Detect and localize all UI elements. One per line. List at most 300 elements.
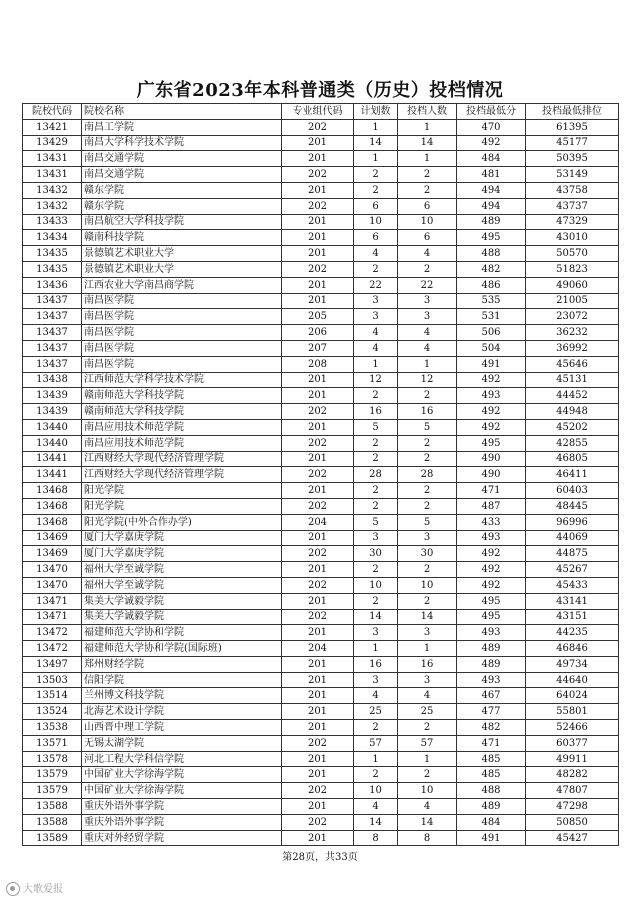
cell-min-score: 531 [457, 309, 526, 325]
header-school-code: 院校代码 [23, 104, 82, 120]
cell-plan-count: 25 [354, 704, 398, 720]
cell-group-code: 202 [282, 735, 354, 751]
cell-school-code: 13435 [23, 246, 82, 262]
cell-admitted-count: 5 [398, 514, 457, 530]
cell-min-score: 487 [457, 498, 526, 514]
cell-min-rank: 47329 [526, 214, 619, 230]
table-row [23, 325, 619, 341]
table-row [23, 246, 619, 262]
cell-group-code: 206 [282, 325, 354, 341]
table-row [23, 277, 619, 293]
cell-school-name: 重庆外语外事学院 [82, 814, 282, 830]
watermark-logo-icon [6, 882, 20, 896]
cell-min-score: 489 [457, 214, 526, 230]
cell-school-code: 13514 [23, 688, 82, 704]
table-row [23, 198, 619, 214]
cell-school-name: 郑州财经学院 [82, 656, 282, 672]
cell-plan-count: 3 [354, 672, 398, 688]
cell-admitted-count: 2 [398, 388, 457, 404]
cell-school-name: 南昌大学科学技术学院 [82, 135, 282, 151]
cell-school-code: 13421 [23, 119, 82, 135]
cell-min-rank: 49060 [526, 277, 619, 293]
cell-min-score: 494 [457, 182, 526, 198]
cell-school-name: 信阳学院 [82, 672, 282, 688]
cell-school-name: 南昌应用技术师范学院 [82, 435, 282, 451]
cell-min-score: 491 [457, 830, 526, 846]
cell-group-code: 202 [282, 467, 354, 483]
cell-plan-count: 5 [354, 419, 398, 435]
cell-school-code: 13588 [23, 799, 82, 815]
cell-plan-count: 2 [354, 483, 398, 499]
cell-plan-count: 2 [354, 167, 398, 183]
cell-admitted-count: 16 [398, 404, 457, 420]
cell-min-rank: 36232 [526, 325, 619, 341]
cell-min-rank: 23072 [526, 309, 619, 325]
cell-group-code: 201 [282, 767, 354, 783]
cell-plan-count: 4 [354, 246, 398, 262]
table-row [23, 404, 619, 420]
cell-min-score: 490 [457, 467, 526, 483]
cell-min-score: 484 [457, 151, 526, 167]
cell-min-rank: 43758 [526, 182, 619, 198]
cell-admitted-count: 8 [398, 830, 457, 846]
header-school-name: 院校名称 [82, 104, 282, 120]
cell-plan-count: 57 [354, 735, 398, 751]
cell-min-score: 433 [457, 514, 526, 530]
cell-school-name: 中国矿业大学徐海学院 [82, 783, 282, 799]
table-header-row [23, 104, 619, 120]
table-row [23, 562, 619, 578]
cell-admitted-count: 1 [398, 119, 457, 135]
cell-school-code: 13579 [23, 783, 82, 799]
cell-min-score: 492 [457, 135, 526, 151]
cell-plan-count: 2 [354, 388, 398, 404]
cell-school-name: 南昌交通学院 [82, 151, 282, 167]
cell-admitted-count: 4 [398, 325, 457, 341]
cell-min-rank: 52466 [526, 720, 619, 736]
cell-plan-count: 3 [354, 530, 398, 546]
cell-min-rank: 46411 [526, 467, 619, 483]
cell-min-score: 492 [457, 546, 526, 562]
cell-group-code: 201 [282, 419, 354, 435]
cell-school-code: 13538 [23, 720, 82, 736]
cell-school-name: 无锡太湖学院 [82, 735, 282, 751]
table-row [23, 656, 619, 672]
cell-min-score: 493 [457, 672, 526, 688]
cell-min-score: 493 [457, 625, 526, 641]
cell-min-rank: 48282 [526, 767, 619, 783]
header-min-rank: 投档最低排位 [526, 104, 619, 120]
cell-min-rank: 44235 [526, 625, 619, 641]
cell-admitted-count: 2 [398, 720, 457, 736]
cell-min-rank: 45427 [526, 830, 619, 846]
cell-school-code: 13469 [23, 530, 82, 546]
cell-school-name: 江西农业大学南昌商学院 [82, 277, 282, 293]
table-row [23, 340, 619, 356]
cell-min-rank: 55801 [526, 704, 619, 720]
table-row [23, 182, 619, 198]
table-row [23, 451, 619, 467]
table-row [23, 167, 619, 183]
cell-min-rank: 45177 [526, 135, 619, 151]
cell-school-code: 13579 [23, 767, 82, 783]
cell-plan-count: 30 [354, 546, 398, 562]
cell-school-code: 13578 [23, 751, 82, 767]
cell-admitted-count: 2 [398, 562, 457, 578]
cell-admitted-count: 1 [398, 641, 457, 657]
cell-school-name: 江西财经大学现代经济管理学院 [82, 467, 282, 483]
cell-school-name: 山西晋中理工学院 [82, 720, 282, 736]
cell-plan-count: 10 [354, 214, 398, 230]
cell-school-code: 13571 [23, 735, 82, 751]
cell-plan-count: 1 [354, 151, 398, 167]
cell-admitted-count: 22 [398, 277, 457, 293]
cell-admitted-count: 16 [398, 656, 457, 672]
cell-school-code: 13469 [23, 546, 82, 562]
cell-min-score: 467 [457, 688, 526, 704]
cell-admitted-count: 4 [398, 799, 457, 815]
cell-min-rank: 43737 [526, 198, 619, 214]
cell-admitted-count: 12 [398, 372, 457, 388]
cell-min-score: 482 [457, 261, 526, 277]
cell-admitted-count: 4 [398, 340, 457, 356]
cell-min-score: 481 [457, 167, 526, 183]
cell-min-rank: 45131 [526, 372, 619, 388]
cell-group-code: 201 [282, 372, 354, 388]
cell-group-code: 201 [282, 720, 354, 736]
cell-min-score: 482 [457, 720, 526, 736]
cell-school-code: 13472 [23, 641, 82, 657]
cell-school-code: 13429 [23, 135, 82, 151]
cell-school-name: 赣东学院 [82, 182, 282, 198]
cell-group-code: 201 [282, 151, 354, 167]
cell-admitted-count: 28 [398, 467, 457, 483]
cell-min-score: 491 [457, 356, 526, 372]
cell-plan-count: 2 [354, 720, 398, 736]
cell-school-code: 13441 [23, 451, 82, 467]
cell-school-name: 福建师范大学协和学院(国际班) [82, 641, 282, 657]
watermark [6, 880, 63, 896]
cell-min-score: 492 [457, 577, 526, 593]
cell-school-name: 赣南科技学院 [82, 230, 282, 246]
cell-plan-count: 22 [354, 277, 398, 293]
cell-school-code: 13439 [23, 388, 82, 404]
cell-school-code: 13437 [23, 293, 82, 309]
cell-school-name: 厦门大学嘉庚学院 [82, 546, 282, 562]
table-row [23, 751, 619, 767]
cell-plan-count: 2 [354, 593, 398, 609]
table-row [23, 672, 619, 688]
cell-plan-count: 3 [354, 309, 398, 325]
cell-min-score: 471 [457, 735, 526, 751]
table-row [23, 799, 619, 815]
header-group-code: 专业组代码 [282, 104, 354, 120]
cell-min-score: 495 [457, 609, 526, 625]
cell-min-rank: 43151 [526, 609, 619, 625]
table-row [23, 483, 619, 499]
cell-min-score: 489 [457, 656, 526, 672]
cell-plan-count: 12 [354, 372, 398, 388]
cell-school-name: 景德镇艺术职业大学 [82, 261, 282, 277]
cell-min-score: 495 [457, 230, 526, 246]
cell-plan-count: 1 [354, 641, 398, 657]
cell-admitted-count: 2 [398, 498, 457, 514]
cell-min-score: 492 [457, 419, 526, 435]
table-row [23, 261, 619, 277]
cell-plan-count: 16 [354, 404, 398, 420]
cell-school-code: 13471 [23, 593, 82, 609]
cell-admitted-count: 1 [398, 151, 457, 167]
cell-group-code: 204 [282, 641, 354, 657]
cell-school-name: 北海艺术设计学院 [82, 704, 282, 720]
cell-school-code: 13434 [23, 230, 82, 246]
cell-admitted-count: 10 [398, 783, 457, 799]
cell-min-rank: 50395 [526, 151, 619, 167]
cell-group-code: 201 [282, 672, 354, 688]
cell-school-name: 南昌医学院 [82, 309, 282, 325]
watermark-text: 大歌爱报 [23, 884, 63, 895]
cell-min-rank: 47807 [526, 783, 619, 799]
cell-group-code: 202 [282, 546, 354, 562]
cell-group-code: 202 [282, 609, 354, 625]
cell-admitted-count: 3 [398, 530, 457, 546]
cell-min-rank: 60403 [526, 483, 619, 499]
cell-plan-count: 1 [354, 356, 398, 372]
cell-admitted-count: 4 [398, 688, 457, 704]
cell-group-code: 202 [282, 261, 354, 277]
cell-plan-count: 14 [354, 135, 398, 151]
table-row [23, 435, 619, 451]
cell-school-code: 13468 [23, 483, 82, 499]
cell-group-code: 202 [282, 167, 354, 183]
cell-group-code: 201 [282, 625, 354, 641]
cell-group-code: 201 [282, 182, 354, 198]
cell-school-code: 13431 [23, 151, 82, 167]
cell-school-name: 江西财经大学现代经济管理学院 [82, 451, 282, 467]
cell-school-code: 13432 [23, 198, 82, 214]
table-row [23, 293, 619, 309]
cell-plan-count: 10 [354, 783, 398, 799]
cell-school-code: 13470 [23, 577, 82, 593]
cell-group-code: 201 [282, 293, 354, 309]
cell-group-code: 201 [282, 688, 354, 704]
header-admitted-count: 投档人数 [398, 104, 457, 120]
cell-min-rank: 50850 [526, 814, 619, 830]
cell-admitted-count: 2 [398, 435, 457, 451]
cell-group-code: 202 [282, 783, 354, 799]
table-row [23, 467, 619, 483]
cell-admitted-count: 14 [398, 135, 457, 151]
cell-admitted-count: 3 [398, 672, 457, 688]
table-row [23, 309, 619, 325]
cell-min-score: 485 [457, 751, 526, 767]
cell-group-code: 201 [282, 704, 354, 720]
cell-plan-count: 3 [354, 293, 398, 309]
cell-school-name: 阳光学院 [82, 498, 282, 514]
cell-min-rank: 45202 [526, 419, 619, 435]
cell-plan-count: 4 [354, 688, 398, 704]
cell-school-code: 13440 [23, 435, 82, 451]
cell-school-name: 南昌工学院 [82, 119, 282, 135]
cell-plan-count: 10 [354, 577, 398, 593]
cell-group-code: 201 [282, 562, 354, 578]
table-row [23, 530, 619, 546]
cell-school-name: 集美大学诚毅学院 [82, 609, 282, 625]
cell-school-name: 阳光学院(中外合作办学) [82, 514, 282, 530]
cell-min-rank: 49734 [526, 656, 619, 672]
cell-school-name: 厦门大学嘉庚学院 [82, 530, 282, 546]
cell-min-score: 477 [457, 704, 526, 720]
table-row [23, 498, 619, 514]
cell-admitted-count: 14 [398, 814, 457, 830]
cell-min-score: 485 [457, 767, 526, 783]
cell-school-code: 13441 [23, 467, 82, 483]
cell-min-rank: 45267 [526, 562, 619, 578]
cell-group-code: 201 [282, 277, 354, 293]
cell-plan-count: 2 [354, 767, 398, 783]
cell-admitted-count: 6 [398, 230, 457, 246]
cell-school-code: 13470 [23, 562, 82, 578]
table-row [23, 214, 619, 230]
cell-min-rank: 51823 [526, 261, 619, 277]
cell-school-code: 13468 [23, 498, 82, 514]
cell-admitted-count: 3 [398, 293, 457, 309]
cell-school-code: 13503 [23, 672, 82, 688]
cell-admitted-count: 10 [398, 214, 457, 230]
cell-min-score: 484 [457, 814, 526, 830]
table-row [23, 372, 619, 388]
cell-school-code: 13472 [23, 625, 82, 641]
cell-school-name: 河北工程大学科信学院 [82, 751, 282, 767]
cell-admitted-count: 2 [398, 261, 457, 277]
table-row [23, 704, 619, 720]
cell-min-score: 535 [457, 293, 526, 309]
cell-plan-count: 28 [354, 467, 398, 483]
cell-min-score: 492 [457, 404, 526, 420]
cell-admitted-count: 2 [398, 167, 457, 183]
table-row [23, 593, 619, 609]
cell-min-rank: 47298 [526, 799, 619, 815]
cell-min-rank: 43141 [526, 593, 619, 609]
cell-school-code: 13432 [23, 182, 82, 198]
table-row [23, 356, 619, 372]
cell-min-rank: 44640 [526, 672, 619, 688]
cell-group-code: 201 [282, 214, 354, 230]
cell-min-score: 494 [457, 198, 526, 214]
table-row [23, 230, 619, 246]
cell-min-score: 495 [457, 593, 526, 609]
cell-plan-count: 6 [354, 230, 398, 246]
cell-school-name: 赣南师范大学科技学院 [82, 404, 282, 420]
cell-admitted-count: 2 [398, 483, 457, 499]
cell-school-code: 13436 [23, 277, 82, 293]
cell-min-rank: 46846 [526, 641, 619, 657]
cell-min-score: 493 [457, 530, 526, 546]
cell-admitted-count: 4 [398, 246, 457, 262]
table-row [23, 609, 619, 625]
cell-min-score: 504 [457, 340, 526, 356]
table-row [23, 720, 619, 736]
cell-school-name: 江西师范大学科学技术学院 [82, 372, 282, 388]
cell-group-code: 201 [282, 451, 354, 467]
page-title: 广东省2023年本科普通类（历史）投档情况 [136, 80, 504, 101]
cell-admitted-count: 1 [398, 356, 457, 372]
cell-group-code: 202 [282, 814, 354, 830]
cell-admitted-count: 25 [398, 704, 457, 720]
cell-school-name: 南昌医学院 [82, 325, 282, 341]
cell-admitted-count: 2 [398, 593, 457, 609]
header-min-score: 投档最低分 [457, 104, 526, 120]
cell-plan-count: 1 [354, 119, 398, 135]
cell-plan-count: 2 [354, 261, 398, 277]
cell-admitted-count: 3 [398, 625, 457, 641]
table-row [23, 767, 619, 783]
cell-min-score: 495 [457, 435, 526, 451]
cell-school-name: 阳光学院 [82, 483, 282, 499]
cell-school-code: 13471 [23, 609, 82, 625]
cell-min-score: 492 [457, 562, 526, 578]
cell-min-rank: 60377 [526, 735, 619, 751]
cell-plan-count: 2 [354, 451, 398, 467]
cell-min-rank: 44452 [526, 388, 619, 404]
cell-school-code: 13435 [23, 261, 82, 277]
table-row [23, 151, 619, 167]
cell-group-code: 201 [282, 799, 354, 815]
cell-school-code: 13440 [23, 419, 82, 435]
cell-admitted-count: 6 [398, 198, 457, 214]
cell-school-name: 福建师范大学协和学院 [82, 625, 282, 641]
cell-min-score: 488 [457, 246, 526, 262]
cell-school-name: 南昌航空大学科技学院 [82, 214, 282, 230]
cell-group-code: 201 [282, 388, 354, 404]
cell-admitted-count: 1 [398, 751, 457, 767]
admission-table [22, 103, 619, 846]
cell-school-code: 13437 [23, 309, 82, 325]
table-row [23, 514, 619, 530]
cell-school-name: 南昌医学院 [82, 293, 282, 309]
cell-plan-count: 2 [354, 182, 398, 198]
cell-min-rank: 43010 [526, 230, 619, 246]
table-row [23, 546, 619, 562]
cell-group-code: 202 [282, 498, 354, 514]
cell-group-code: 201 [282, 135, 354, 151]
cell-admitted-count: 5 [398, 419, 457, 435]
cell-min-score: 492 [457, 372, 526, 388]
cell-school-code: 13497 [23, 656, 82, 672]
cell-min-score: 470 [457, 119, 526, 135]
table-row [23, 735, 619, 751]
cell-school-code: 13438 [23, 372, 82, 388]
cell-admitted-count: 14 [398, 609, 457, 625]
cell-school-name: 福州大学至诚学院 [82, 562, 282, 578]
table-row [23, 641, 619, 657]
cell-group-code: 202 [282, 577, 354, 593]
cell-group-code: 201 [282, 483, 354, 499]
cell-group-code: 202 [282, 435, 354, 451]
cell-min-score: 493 [457, 388, 526, 404]
cell-min-rank: 45433 [526, 577, 619, 593]
cell-school-name: 南昌医学院 [82, 356, 282, 372]
page-number: 第28页，共33页 [282, 852, 358, 863]
cell-plan-count: 14 [354, 814, 398, 830]
cell-min-rank: 53149 [526, 167, 619, 183]
cell-plan-count: 4 [354, 340, 398, 356]
cell-min-rank: 21005 [526, 293, 619, 309]
cell-school-code: 13439 [23, 404, 82, 420]
cell-group-code: 201 [282, 530, 354, 546]
cell-min-score: 471 [457, 483, 526, 499]
cell-group-code: 201 [282, 830, 354, 846]
